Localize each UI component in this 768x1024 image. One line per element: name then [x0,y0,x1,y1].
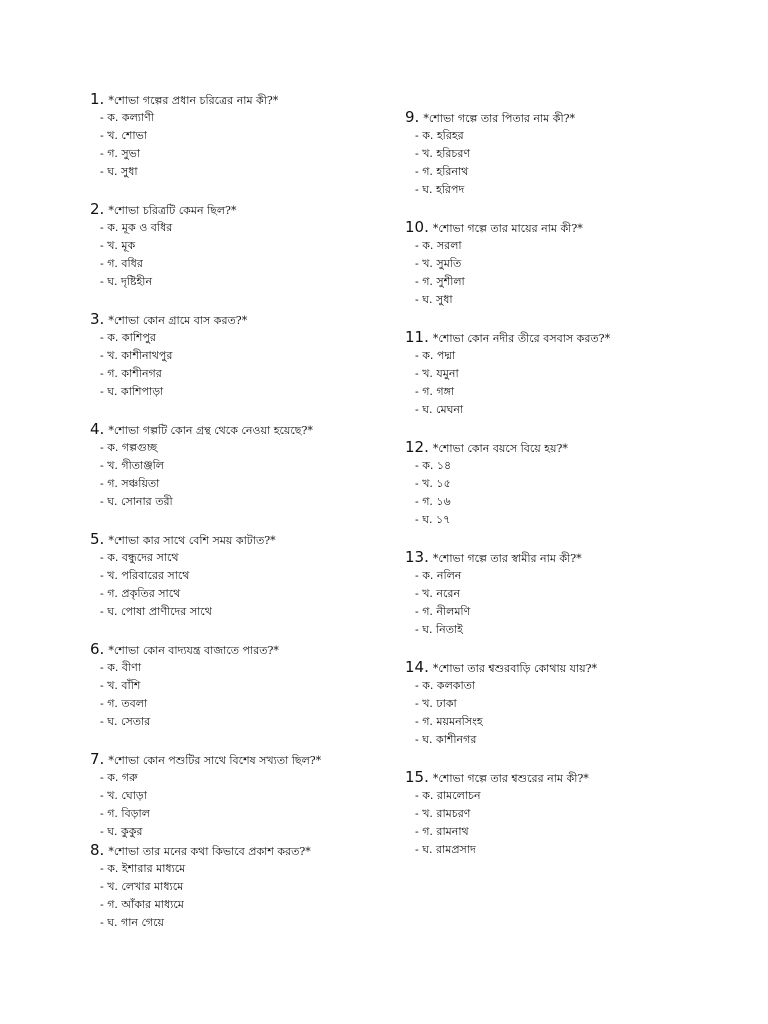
option-item: - গ. ১৬ [415,495,451,508]
question-number: 14. [405,658,429,676]
option-item: - ঘ. কাশিপাড়া [100,385,164,398]
question-block [405,218,735,309]
question-text: *শোভা গল্পে তার স্বামীর নাম কী?* [432,552,582,565]
option-item: - ক. সরলা [415,239,462,252]
right-question-column [405,108,735,878]
option-item: - গ. সুশীলা [415,275,465,288]
option-item: - ঘ. কুকুর [100,825,143,838]
question-number: 5. [90,530,105,548]
question-text: *শোভা তার মনের কথা কিভাবে প্রকাশ করত?* [108,845,311,858]
question-heading [405,218,735,237]
option-list [405,127,735,199]
question-heading [405,108,735,127]
left-question-column [90,90,420,951]
question-text: *শোভা চরিত্রটি কেমন ছিল?* [108,204,237,217]
option-item: - খ. ১৫ [415,477,451,490]
option-item: - ঘ. রামপ্রসাদ [415,843,476,856]
option-list [90,659,420,731]
option-item: - ঘ. পোষা প্রাণীদের সাথে [100,605,212,618]
question-text: *শোভা গল্পটি কোন গ্রন্থ থেকে নেওয়া হয়েছে?* [108,424,313,437]
option-item: - গ. আঁকার মাধ্যমে [100,898,184,911]
question-block [405,438,735,529]
option-list [90,549,420,621]
question-text: *শোভা গল্পে তার মায়ের নাম কী?* [432,222,583,235]
question-block [90,90,420,181]
option-item: - গ. ময়মনসিংহ [415,715,483,728]
question-heading [405,548,735,567]
option-item: - গ. বিড়াল [100,807,150,820]
option-item: - খ. নরেন [415,587,461,600]
option-item: - ক. ১৪ [415,459,452,472]
question-number: 6. [90,640,105,658]
option-list [405,347,735,419]
question-heading [90,750,420,769]
option-item: - ক. বন্ধুদের সাথে [100,551,179,564]
option-list [90,219,420,291]
question-number: 11. [405,328,429,346]
question-number: 13. [405,548,429,566]
option-item: - ক. গল্পগুচ্ছ [100,441,158,454]
option-list [405,457,735,529]
option-item: - খ. বাঁশি [100,679,141,692]
question-number: 1. [90,90,105,108]
question-text: *শোভা গল্পের প্রধান চরিত্রের নাম কী?* [108,94,279,107]
option-item: - খ. গীতাঞ্জলি [100,459,164,472]
option-item: - ঘ. সেতার [100,715,151,728]
question-heading [405,328,735,347]
question-number: 2. [90,200,105,218]
question-block [90,841,420,932]
question-heading [90,530,420,549]
option-item: - ঘ. হরিপদ [415,183,465,196]
option-item: - ক. বীণা [100,661,142,674]
option-item: - খ. মূক [100,239,136,252]
option-list [90,769,420,841]
question-heading [90,90,420,109]
question-text: *শোভা কোন নদীর তীরে বসবাস করত?* [432,332,611,345]
option-item: - ক. গরু [100,771,138,784]
question-block [90,530,420,621]
option-item: - গ. তবলা [100,697,148,710]
question-text: *শোভা কোন পশুটির সাথে বিশেষ সখ্যতা ছিল?* [108,754,322,767]
option-item: - গ. রামনাথ [415,825,469,838]
option-item: - ঘ. মেঘনা [415,403,464,416]
question-heading [90,420,420,439]
option-item: - গ. প্রকৃতির সাথে [100,587,181,600]
option-list [90,329,420,401]
question-text: *শোভা কার সাথে বেশি সময় কাটাত?* [108,534,276,547]
question-block [90,310,420,401]
question-text: *শোভা কোন গ্রামে বাস করত?* [108,314,248,327]
question-heading [90,640,420,659]
option-item: - ক. কাশিপুর [100,331,156,344]
question-number: 15. [405,768,429,786]
question-number: 3. [90,310,105,328]
option-item: - ক. কল্যাণী [100,111,154,124]
question-block [405,768,735,859]
question-number: 9. [405,108,420,126]
option-item: - ক. কলকাতা [415,679,476,692]
question-block [405,108,735,199]
option-item: - ক. হরিহর [415,129,464,142]
option-item: - গ. কাশীনগর [100,367,162,380]
option-item: - ঘ. সোনার তরী [100,495,173,508]
question-block [90,200,420,291]
question-heading [90,200,420,219]
question-block [405,548,735,639]
option-item: - খ. হরিচরণ [415,147,471,160]
option-item: - খ. পরিবারের সাথে [100,569,190,582]
option-item: - গ. বধির [100,257,143,270]
question-text: *শোভা তার শ্বশুরবাড়ি কোথায় যায়?* [432,662,598,675]
option-item: - ঘ. সুধা [415,293,453,306]
option-list [90,109,420,181]
option-item: - ক. পদ্মা [415,349,456,362]
option-item: - ক. মূক ও বধির [100,221,173,234]
question-block [90,420,420,511]
question-number: 8. [90,841,105,859]
option-item: - ক. রামলোচন [415,789,481,802]
option-item: - খ. ঢাকা [415,697,457,710]
option-list [90,860,420,932]
option-list [405,677,735,749]
option-list [405,787,735,859]
option-item: - ঘ. ১৭ [415,513,451,526]
option-item: - খ. লেখার মাধ্যমে [100,880,184,893]
option-item: - ঘ. গান গেয়ে [100,916,165,929]
option-item: - গ. হরিনাথ [415,165,469,178]
option-item: - খ. ঘোড়া [100,789,147,802]
option-item: - খ. শোভা [100,129,147,142]
option-list [405,237,735,309]
question-block [405,658,735,749]
question-text: *শোভা গল্পে তার শ্বশুরের নাম কী?* [432,772,589,785]
question-number: 7. [90,750,105,768]
question-number: 4. [90,420,105,438]
question-heading [405,768,735,787]
option-item: - গ. নীলমণি [415,605,471,618]
question-text: *শোভা গল্পে তার পিতার নাম কী?* [423,112,576,125]
question-block [90,750,420,841]
option-item: - খ. সুমতি [415,257,462,270]
option-item: - গ. সঞ্চয়িতা [100,477,160,490]
option-item: - গ. সুভা [100,147,141,160]
option-item: - খ. যমুনা [415,367,459,380]
option-item: - খ. কাশীনাথপুর [100,349,173,362]
option-item: - ঘ. নিতাই [415,623,463,636]
option-item: - ঘ. দৃষ্টিহীন [100,275,153,288]
question-number: 10. [405,218,429,236]
question-heading [405,438,735,457]
option-item: - খ. রামচরণ [415,807,471,820]
option-item: - ক. ইশারার মাধ্যমে [100,862,186,875]
question-heading [90,841,420,860]
question-block [90,640,420,731]
option-item: - গ. গঙ্গা [415,385,455,398]
question-text: *শোভা কোন বাদ্যযন্ত্র বাজাতে পারত?* [108,644,279,657]
question-heading [405,658,735,677]
question-text: *শোভা কোন বয়সে বিয়ে হয়?* [432,442,568,455]
option-item: - ঘ. সুধা [100,165,138,178]
option-list [405,567,735,639]
question-heading [90,310,420,329]
option-item: - ক. নলিন [415,569,462,582]
option-list [90,439,420,511]
question-number: 12. [405,438,429,456]
question-block [405,328,735,419]
option-item: - ঘ. কাশীনগর [415,733,477,746]
